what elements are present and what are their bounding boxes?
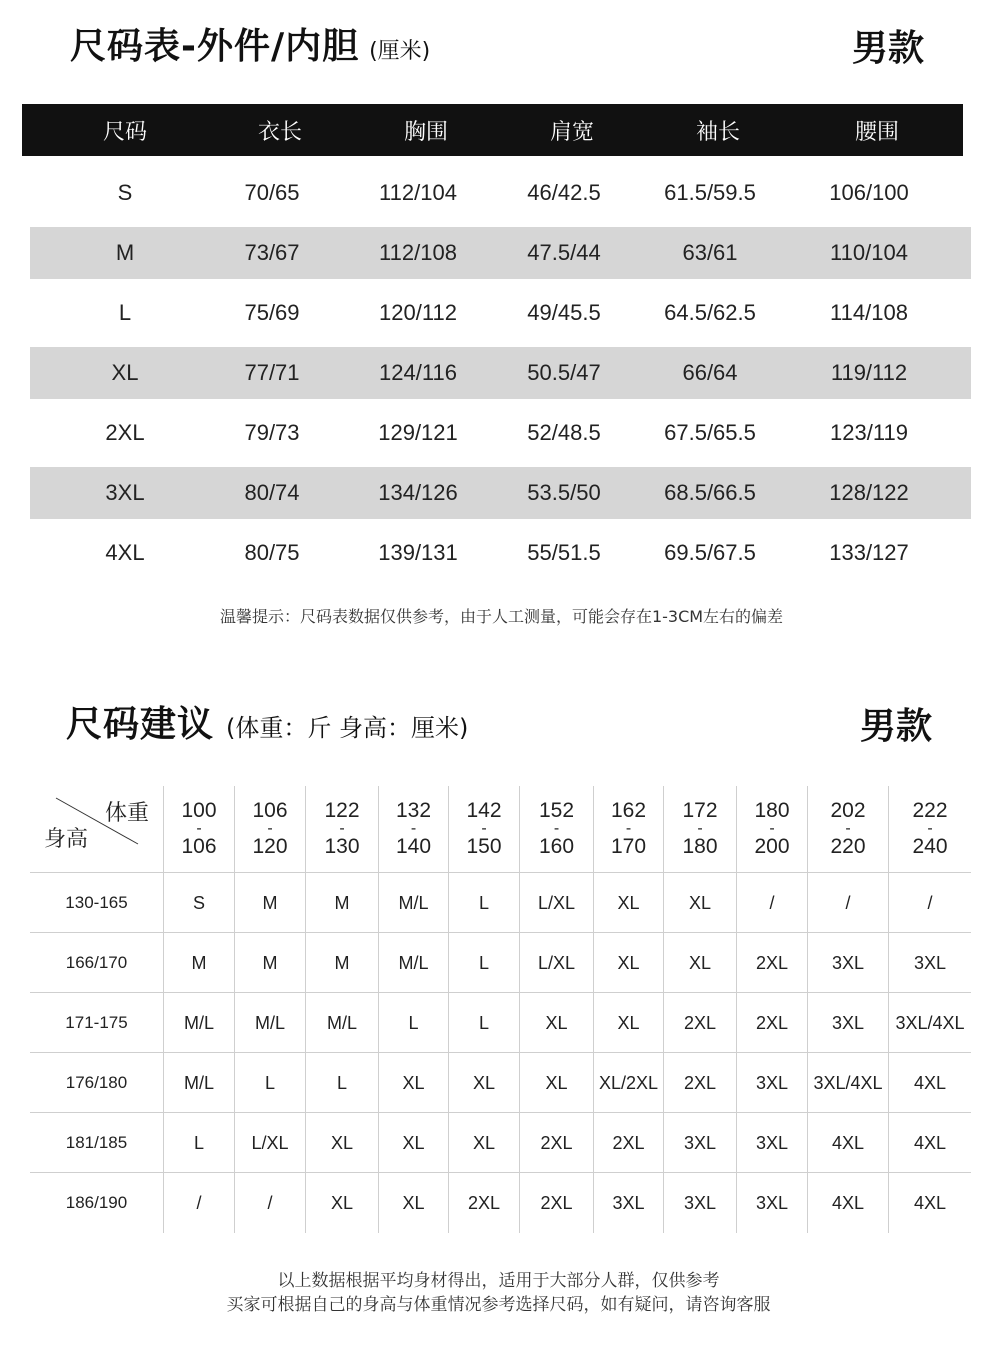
size-cell: M <box>235 933 306 993</box>
range-dash: - <box>697 820 703 837</box>
size-cell: 3XL <box>664 1113 737 1173</box>
size-cell: 3XL <box>737 1053 808 1113</box>
table-row <box>30 932 971 992</box>
weight-range-header <box>235 786 306 872</box>
cell-waist: 128/122 <box>829 480 909 505</box>
size-cell: L/XL <box>520 933 594 993</box>
weight-max: 170 <box>610 835 647 858</box>
table-row <box>30 1112 971 1172</box>
cell-sleeve: 61.5/59.5 <box>664 180 756 205</box>
cell-length: 80/75 <box>244 540 300 565</box>
range-dash: - <box>410 820 417 837</box>
size-cell: 4XL <box>913 1192 947 1213</box>
size-suggestion-heading <box>66 696 468 746</box>
weight-range-header <box>737 786 808 872</box>
weight-max: 220 <box>830 835 866 858</box>
cell-sleeve: 69.5/67.5 <box>664 540 756 565</box>
size-cell: / <box>235 1173 306 1233</box>
size-cell: L/XL <box>520 873 594 933</box>
size-cell: 3XL/4XL <box>895 1012 965 1033</box>
size-cell: XL <box>594 933 664 993</box>
height-range-cell: 176/180 <box>30 1053 164 1113</box>
size-cell: 2XL <box>520 1173 594 1233</box>
corner-cell <box>30 786 164 872</box>
size-cell: L <box>164 1113 235 1173</box>
weight-max: 130 <box>324 835 360 858</box>
size-chart-title: 尺码表-外件/内胆 <box>70 26 360 67</box>
size-suggestion-title: 尺码建议 <box>66 704 215 745</box>
size-chart-unit: (厘米) <box>369 39 431 64</box>
corner-weight-label: 体重 <box>105 801 150 826</box>
table-row <box>30 872 971 932</box>
weight-header-row <box>30 786 971 872</box>
table-row <box>30 403 971 463</box>
weight-min: 132 <box>395 799 432 822</box>
size-cell: 2XL <box>520 1113 594 1173</box>
weight-range-header <box>664 786 737 872</box>
size-cell: L <box>235 1053 306 1113</box>
size-cell: L <box>449 993 520 1053</box>
size-cell: XL <box>664 933 737 993</box>
cell-length: 75/69 <box>244 300 300 325</box>
table-row <box>30 1052 971 1112</box>
weight-max: 120 <box>252 835 288 858</box>
weight-min: 172 <box>682 799 718 822</box>
size-suggestion-note-line1: 以上数据根据平均身材得出，适用于大部分人群，仅供参考 <box>277 1271 720 1291</box>
weight-max: 180 <box>682 835 718 858</box>
weight-min: 162 <box>610 799 647 822</box>
cell-shoulder: 50.5/47 <box>527 360 601 385</box>
cell-length: 73/67 <box>244 240 300 265</box>
size-cell: 2XL <box>449 1173 520 1233</box>
size-cell: XL <box>306 1113 379 1173</box>
cell-shoulder: 47.5/44 <box>527 240 601 265</box>
cell-length: 70/65 <box>244 180 300 205</box>
range-dash: - <box>927 820 933 837</box>
cell-sleeve: 68.5/66.5 <box>664 480 756 505</box>
range-dash: - <box>553 820 560 837</box>
weight-min: 202 <box>830 799 866 822</box>
size-cell: M/L <box>306 993 379 1053</box>
cell-waist: 106/100 <box>829 180 909 205</box>
weight-range-header <box>306 786 379 872</box>
size-cell: XL <box>306 1173 379 1233</box>
size-cell: XL <box>449 1053 520 1113</box>
header-sleeve: 袖长 <box>695 119 740 145</box>
height-range-cell: 186/190 <box>30 1173 164 1233</box>
range-dash: - <box>267 820 273 837</box>
weight-max: 140 <box>395 835 432 858</box>
cell-chest: 120/112 <box>379 300 457 325</box>
size-cell: 3XL <box>594 1173 664 1233</box>
size-chart-heading <box>70 18 430 74</box>
size-cell: XL <box>520 1053 594 1113</box>
table-row <box>30 163 971 223</box>
weight-range-header <box>594 786 664 872</box>
table-row <box>30 227 971 279</box>
size-cell: 2XL <box>664 1053 737 1113</box>
height-range-cell: 130-165 <box>30 873 164 933</box>
cell-waist: 119/112 <box>830 360 908 385</box>
size-cell: 3XL/4XL <box>808 1053 889 1113</box>
cell-shoulder: 46/42.5 <box>527 180 601 205</box>
size-cell: 4XL <box>913 1132 947 1153</box>
size-cell: XL/2XL <box>594 1053 664 1113</box>
size-cell: M <box>306 933 379 993</box>
cell-size: 2XL <box>105 420 145 445</box>
size-cell: 4XL <box>808 1173 889 1233</box>
weight-max: 150 <box>466 835 502 858</box>
table-row <box>30 283 971 343</box>
size-cell: M/L <box>235 993 306 1053</box>
cell-waist: 110/104 <box>830 240 908 265</box>
height-range-cell: 166/170 <box>30 933 164 993</box>
size-cell: 3XL <box>808 933 889 993</box>
range-dash: - <box>339 820 345 837</box>
size-suggestion-table <box>30 786 971 1232</box>
size-suggestion-unit: (体重：斤 身高：厘米) <box>226 714 469 742</box>
cell-chest: 129/121 <box>378 420 458 445</box>
size-cell: M/L <box>164 1053 235 1113</box>
cell-size: XL <box>111 360 139 385</box>
size-chart-header-row <box>22 104 963 156</box>
weight-min: 180 <box>754 799 790 822</box>
size-cell: XL <box>379 1173 449 1233</box>
cell-waist: 123/119 <box>830 420 908 445</box>
cell-chest: 139/131 <box>378 540 458 565</box>
cell-waist: 133/127 <box>829 540 909 565</box>
size-cell: 2XL <box>664 993 737 1053</box>
size-cell: 2XL <box>594 1113 664 1173</box>
size-suggestion-gender-label: 男款 <box>859 706 932 747</box>
corner-height-label: 身高 <box>44 827 89 852</box>
size-cell: M/L <box>379 933 449 993</box>
cell-shoulder: 55/51.5 <box>527 540 601 565</box>
size-chart-note: 温馨提示：尺码表数据仅供参考，由于人工测量，可能会存在1-3CM左右的偏差 <box>219 607 784 626</box>
range-dash: - <box>625 820 632 837</box>
size-cell: 4XL <box>808 1113 889 1173</box>
height-range-cell: 181/185 <box>30 1113 164 1173</box>
weight-range-header <box>520 786 594 872</box>
size-chart-gender-label: 男款 <box>851 28 924 69</box>
size-cell: / <box>927 892 933 913</box>
weight-max: 240 <box>912 835 948 858</box>
weight-max: 160 <box>538 835 575 858</box>
size-cell: XL <box>379 1113 449 1173</box>
cell-length: 79/73 <box>244 420 300 445</box>
cell-size: L <box>118 300 132 325</box>
cell-length: 77/71 <box>244 360 300 385</box>
cell-shoulder: 52/48.5 <box>527 420 601 445</box>
height-range-cell: 171-175 <box>30 993 164 1053</box>
size-cell: 3XL <box>664 1173 737 1233</box>
cell-sleeve: 67.5/65.5 <box>664 420 756 445</box>
cell-sleeve: 66/64 <box>682 360 738 385</box>
size-cell: M/L <box>164 993 235 1053</box>
size-chart-body <box>30 163 971 583</box>
size-cell: 3XL <box>808 993 889 1053</box>
range-dash: - <box>769 820 775 837</box>
size-cell: L/XL <box>235 1113 306 1173</box>
cell-size: M <box>115 240 135 265</box>
weight-range-header <box>808 786 889 872</box>
size-cell: S <box>164 873 235 933</box>
size-cell: L <box>449 933 520 993</box>
weight-range-header <box>164 786 235 872</box>
cell-chest: 112/108 <box>379 240 457 265</box>
cell-sleeve: 64.5/62.5 <box>664 300 756 325</box>
header-shoulder: 肩宽 <box>549 119 594 145</box>
size-cell: L <box>306 1053 379 1113</box>
size-cell: / <box>808 873 889 933</box>
size-cell: M <box>235 873 306 933</box>
cell-sleeve: 63/61 <box>682 240 738 265</box>
size-cell: M <box>306 873 379 933</box>
table-row <box>30 467 971 519</box>
weight-min: 122 <box>324 799 360 822</box>
cell-chest: 134/126 <box>378 480 458 505</box>
size-cell: / <box>164 1173 235 1233</box>
weight-min: 152 <box>538 799 575 822</box>
cell-chest: 124/116 <box>379 360 457 385</box>
cell-size: 3XL <box>105 480 145 505</box>
header-length: 衣长 <box>257 119 302 145</box>
size-cell: XL <box>594 873 664 933</box>
size-cell: L <box>449 873 520 933</box>
size-cell: XL <box>449 1113 520 1173</box>
size-cell: 3XL <box>913 952 947 973</box>
size-suggestion-note-line2: 买家可根据自己的身高与体重情况参考选择尺码，如有疑问，请咨询客服 <box>226 1295 771 1315</box>
header-chest: 胸围 <box>403 119 448 145</box>
table-row <box>30 347 971 399</box>
table-row <box>30 1172 971 1232</box>
size-cell: 3XL <box>737 1173 808 1233</box>
size-cell: L <box>379 993 449 1053</box>
header-size: 尺码 <box>102 119 147 145</box>
cell-length: 80/74 <box>244 480 300 505</box>
table-row <box>30 523 971 583</box>
range-dash: - <box>196 820 202 837</box>
cell-shoulder: 53.5/50 <box>527 480 601 505</box>
size-cell: M/L <box>379 873 449 933</box>
weight-range-header <box>449 786 520 872</box>
cell-waist: 114/108 <box>830 300 908 325</box>
size-cell: / <box>737 873 808 933</box>
size-cell: 3XL <box>737 1113 808 1173</box>
cell-size: S <box>117 180 133 205</box>
weight-max: 200 <box>754 835 790 858</box>
header-waist: 腰围 <box>854 119 899 145</box>
weight-max: 106 <box>181 835 217 858</box>
weight-range-header <box>379 786 449 872</box>
weight-range-header <box>889 786 971 872</box>
weight-min: 100 <box>181 799 217 822</box>
range-dash: - <box>845 820 851 837</box>
weight-min: 142 <box>466 799 502 822</box>
size-cell: XL <box>594 993 664 1053</box>
weight-min: 106 <box>252 799 288 822</box>
size-cell: M <box>164 933 235 993</box>
range-dash: - <box>481 820 487 837</box>
weight-min: 222 <box>912 799 948 822</box>
size-cell: XL <box>664 873 737 933</box>
cell-chest: 112/104 <box>379 180 457 205</box>
cell-shoulder: 49/45.5 <box>527 300 601 325</box>
table-row <box>30 992 971 1052</box>
size-cell: XL <box>379 1053 449 1113</box>
size-cell: 4XL <box>913 1072 947 1093</box>
cell-size: 4XL <box>105 540 145 565</box>
size-cell: 2XL <box>737 993 808 1053</box>
size-cell: XL <box>520 993 594 1053</box>
size-cell: 2XL <box>737 933 808 993</box>
